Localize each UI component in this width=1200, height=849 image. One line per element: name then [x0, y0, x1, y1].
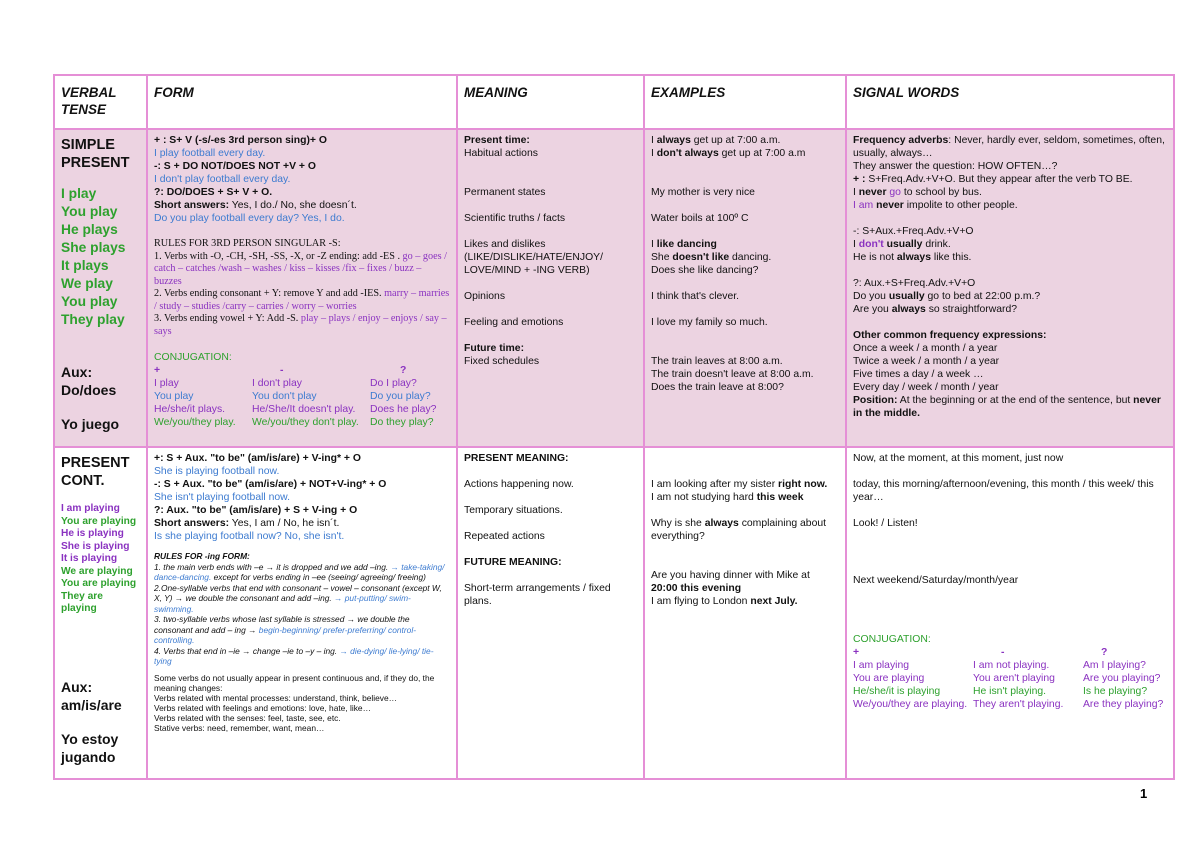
ing-rule-4: 4. Verbs that end in –ie → change –ie to –y – ing. → die-dying/ lie-lying/ tie-tying: [154, 645, 434, 666]
conj-list-item: They play: [61, 312, 125, 327]
form-affirmative: +: S + Aux. "to be" (am/is/are) + V-ing* + O: [154, 453, 361, 464]
conjugation-row: I play I don't play Do I play?: [154, 378, 417, 389]
future-item: Fixed schedules: [464, 356, 540, 367]
ing-rules-title: RULES FOR -ing FORM:: [154, 551, 250, 561]
conj-list-item: She is playing: [61, 540, 130, 552]
header-signal-words: SIGNAL WORDS: [846, 75, 1174, 129]
spanish-example: Yo estoy jugando: [61, 730, 119, 765]
conjugation-row: He/she/it is playing He isn't playing. Is he playing?: [853, 686, 1148, 697]
conjugation-row: You are playing You aren't playing Are you playing?: [853, 673, 1161, 684]
conj-list-item: We are playing: [61, 565, 133, 577]
form-affirmative: + : S+ V (-s/-es 3rd person sing)+ O: [154, 135, 327, 146]
rule-3: 3. Verbs ending vowel + Y: Add -S. play – plays / enjoy – enjoys / say – says: [154, 313, 447, 337]
header-form: FORM: [147, 75, 457, 129]
conj-list-item: You are playing: [61, 515, 137, 527]
conjugation-head: + - ?: [154, 365, 407, 376]
example: The train leaves at 8:00 a.m.: [651, 356, 783, 367]
example: I always get up at 7:00 a.m.: [651, 135, 781, 146]
ing-rule-2: 2.One-syllable verbs that end with consonant – vowel – consonant (except W, X, Y) → we double the consonant and add –ing. → put-putting/ swim-swimming.: [154, 582, 442, 614]
header-row: [54, 75, 1174, 129]
present-continuous-row: [54, 447, 1174, 779]
example: The train doesn't leave at 8:00 a.m.: [651, 369, 814, 380]
meaning-item: Actions happening now.: [464, 479, 574, 490]
signal-example: I am never impolite to other people.: [853, 200, 1018, 211]
meaning-label: PRESENT MEANING:: [464, 453, 569, 464]
signal-words: today, this morning/afternoon/evening, this month / this week/ this year…: [853, 479, 1154, 503]
simple-signal-cell: [846, 129, 1174, 447]
header-examples: EXAMPLES: [644, 75, 846, 129]
conjugation-row: We/you/they are playing. They aren't playing. Are they playing?: [853, 699, 1164, 710]
form-question-example: Do you play football every day? Yes, I do.: [154, 213, 345, 224]
meaning-item: Habitual actions: [464, 148, 538, 159]
form-question-example: Is she playing football now? No, she isn't.: [154, 531, 345, 542]
grammar-table: [53, 74, 1175, 780]
simple-examples-cell: [644, 129, 846, 447]
short-answers: Short answers: Yes, I am / No, he isn´t.: [154, 518, 340, 529]
stative-note: Verbs related with feelings and emotions: love, hate, like…: [154, 702, 371, 713]
example: I love my family so much.: [651, 317, 768, 328]
other-expression: Every day / week / month / year: [853, 382, 999, 393]
example: My mother is very nice: [651, 187, 755, 198]
cont-meaning-cell: [457, 447, 644, 779]
simple-form-cell: [147, 129, 457, 447]
conjugation-row: I am playing I am not playing. Am I playing?: [853, 660, 1146, 671]
form-affirmative-example: I play football every day.: [154, 148, 266, 159]
meaning-label: Present time:: [464, 135, 530, 146]
header-verbal-tense: VERBAL TENSE: [54, 75, 147, 129]
example: I am not studying hard this week: [651, 492, 804, 503]
conjugation-row: You play You don't play Do you play?: [154, 391, 431, 402]
example: Does the train leave at 8:00?: [651, 382, 784, 393]
example: I am flying to London next July.: [651, 596, 798, 607]
conj-list-item: I play: [61, 186, 97, 201]
example: Are you having dinner with Mike at 20:00 this evening: [651, 570, 810, 594]
future-label: FUTURE MEANING:: [464, 557, 562, 568]
signal-words: Now, at the moment, at this moment, just now: [853, 453, 1064, 464]
conj-list-item: You play: [61, 294, 118, 309]
signal-question: ?: Aux.+S+Freq.Adv.+V+O: [853, 278, 976, 289]
example: I like dancing: [651, 239, 717, 250]
rules-title: RULES FOR 3RD PERSON SINGULAR -S:: [154, 238, 341, 249]
conj-list-item: They are playing: [61, 590, 103, 614]
meaning-item: Likes and dislikes (LIKE/DISLIKE/HATE/ENJOY/ LOVE/MIND + -ING VERB): [464, 239, 603, 276]
short-answers: Short answers: Yes, I do./ No, she doesn´t.: [154, 200, 357, 211]
simple-meaning-cell: [457, 129, 644, 447]
conj-list-item: We play: [61, 276, 113, 291]
conj-list-item: It plays: [61, 258, 109, 273]
signal-words: Look! / Listen!: [853, 518, 918, 529]
stative-note: Some verbs do not usually appear in present continuous and, if they do, the meaning changes:: [154, 672, 435, 693]
example: I think that's clever.: [651, 291, 740, 302]
example: I don't always get up at 7:00 a.m: [651, 148, 806, 159]
spanish-example: Yo juego: [61, 416, 120, 432]
cont-examples-cell: [644, 447, 846, 779]
frequency-adverbs: Frequency adverbs: Never, hardly ever, seldom, sometimes, often, usually, always…: [853, 135, 1165, 159]
aux-value: Do/does: [61, 382, 117, 398]
ing-rule-3: 3. two-syllable verbs whose last syllable is stressed → we double the consonant and add – ing → begin-beginning/ prefer-preferring/ control-controlling.: [154, 614, 416, 645]
other-expression: Five times a day / a week …: [853, 369, 984, 380]
other-expression: Twice a week / a month / a year: [853, 356, 1000, 367]
example: She doesn't like dancing.: [651, 252, 772, 263]
cont-form-cell: [147, 447, 457, 779]
conj-list-item: She plays: [61, 240, 126, 255]
rule-1: 1. Verbs with -O, -CH, -SH, -SS, -X, or -Z ending: add -ES . go – goes / catch – catches /wash – washes / kiss – kisses /fix – fixes / buzz – buzzes: [154, 250, 447, 287]
tense-title: SIMPLE PRESENT: [61, 137, 130, 171]
page-number: 1: [1140, 786, 1148, 801]
rule-2: 2. Verbs ending consonant + Y: remove Y and add -IES. marry – marries / study – studies /carry – carries / worry – worries: [154, 288, 450, 312]
conj-list-item: It is playing: [61, 553, 118, 564]
signal-answer: They answer the question: HOW OFTEN…?: [853, 161, 1058, 172]
example: I am looking after my sister right now.: [651, 479, 828, 490]
aux-label: Aux:: [61, 678, 93, 695]
form-affirmative-example: She is playing football now.: [154, 466, 280, 477]
other-expressions-label: Other common frequency expressions:: [853, 330, 1047, 341]
conj-list-item: You are playing: [61, 578, 137, 589]
aux-label: Aux:: [61, 364, 93, 380]
meaning-item: Opinions: [464, 291, 506, 302]
form-negative-example: I don't play football every day.: [154, 174, 291, 185]
example: Why is she always complaining about everything?: [651, 518, 827, 542]
future-item: Short-term arrangements / fixed plans.: [464, 583, 611, 607]
other-expression: Once a week / a month / a year: [853, 343, 998, 354]
tense-title: PRESENT CONT.: [61, 455, 130, 489]
meaning-item: Repeated actions: [464, 531, 545, 542]
signal-words: Next weekend/Saturday/month/year: [853, 575, 1019, 586]
simple-tense-cell: [54, 129, 147, 447]
signal-example: Do you usually go to bed at 22:00 p.m.?: [853, 291, 1041, 302]
conj-list-item: I am playing: [61, 503, 120, 514]
conjugation-head: + - ?: [853, 647, 1108, 658]
signal-example: He is not always like this.: [853, 252, 972, 263]
ing-rule-1: 1. the main verb ends with –e → it is dropped and we add –ing. → take-taking/ dance-dancing. except for verbs ending in –ee (seeing/ agreeing/ freeing): [154, 561, 445, 582]
example: Water boils at 100º C: [651, 213, 749, 224]
form-negative: -: S + DO NOT/DOES NOT +V + O: [154, 161, 316, 172]
conj-list-item: You play: [61, 204, 118, 219]
signal-example: I don't usually drink.: [853, 239, 951, 250]
form-question: ?: Aux. "to be" (am/is/are) + S + V-ing + O: [154, 505, 358, 516]
future-label: Future time:: [464, 343, 525, 354]
simple-present-row: [54, 129, 1174, 447]
signal-example: Are you always so straightforward?: [853, 304, 1018, 315]
stative-note: Verbs related with mental processes: understand, think, believe…: [154, 692, 398, 703]
conj-list-item: He plays: [61, 222, 118, 237]
signal-negative: -: S+Aux.+Freq.Adv.+V+O: [853, 226, 974, 237]
meaning-item: Feeling and emotions: [464, 317, 564, 328]
example: Does she like dancing?: [651, 265, 759, 276]
aux-value: am/is/are: [61, 696, 122, 713]
signal-example: I never go to school by bus.: [853, 187, 982, 198]
stative-note: Stative verbs: need, remember, want, mean…: [154, 722, 325, 733]
meaning-item: Scientific truths / facts: [464, 213, 566, 224]
conj-list-item: He is playing: [61, 528, 124, 539]
form-negative: -: S + Aux. "to be" (am/is/are) + NOT+V-ing* + O: [154, 479, 387, 490]
conjugation-row: He/she/it plays. He/She/It doesn't play. Does he play?: [154, 404, 437, 415]
signal-plus: + : S+Freq.Adv.+V+O. But they appear after the verb TO BE.: [853, 174, 1133, 185]
meaning-item: Temporary situations.: [464, 505, 563, 516]
form-negative-example: She isn't playing football now.: [154, 492, 290, 503]
meaning-item: Permanent states: [464, 187, 546, 198]
header-meaning: MEANING: [457, 75, 644, 129]
form-question: ?: DO/DOES + S+ V + O.: [154, 187, 273, 198]
cont-signal-cell: [846, 447, 1174, 779]
conjugation-title: CONJUGATION:: [154, 352, 232, 363]
stative-note: Verbs related with the senses: feel, taste, see, etc.: [154, 712, 341, 723]
conjugation-title: CONJUGATION:: [853, 634, 931, 645]
cont-tense-cell: [54, 447, 147, 779]
conjugation-row: We/you/they play. We/you/they don't play. Do they play?: [154, 417, 434, 428]
position-note: Position: At the beginning or at the end of the sentence, but never in the middle.: [853, 395, 1161, 419]
